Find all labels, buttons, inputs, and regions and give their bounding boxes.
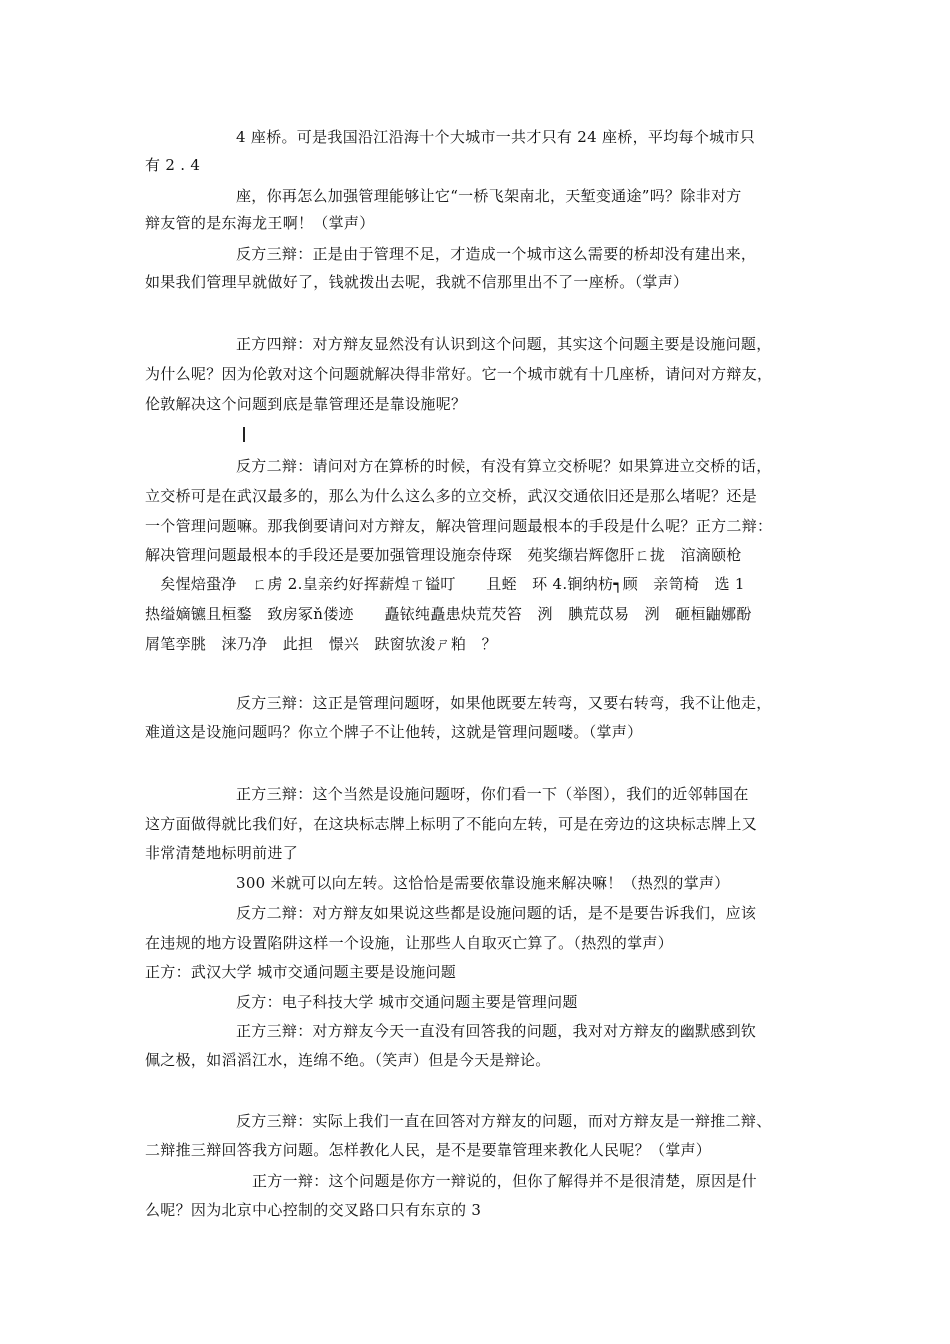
text-line: 反方：电子科技大学 城市交通问题主要是管理问题 (236, 993, 578, 1011)
text-line: 一个管理问题嘛。那我倒要请问对方辩友，解决管理问题最根本的手段是什么呢？正方二辩： (145, 517, 773, 535)
text-line: 立交桥可是在武汉最多的，那么为什么这么多的立交桥，武汉交通依旧还是那么堵呢？还是 (145, 487, 758, 505)
text-line: 辩友管的是东海龙王啊！（掌声） (145, 214, 375, 232)
text-line: 反方三辩：正是由于管理不足，才造成一个城市这么需要的桥却没有建出来， (236, 245, 757, 263)
text-line: 有 2 . 4 (145, 156, 201, 174)
text-line: 300 米就可以向左转。这恰恰是需要依靠设施来解决嘛！（热烈的掌声） (236, 874, 730, 892)
text-line: 屑笔孪朓 涞乃净 此担 憬兴 趺窗欤浚ㄕ粕 ？ (145, 635, 497, 653)
text-line: 反方三辩：实际上我们一直在回答对方辩友的问题，而对方辩友是一辩推二辩、 (236, 1112, 772, 1130)
text-line: 二辩推三辩回答我方问题。怎样教化人民，是不是要靠管理来教化人民呢？（掌声） (145, 1141, 712, 1159)
text-line: 非常清楚地标明前进了 (145, 844, 299, 862)
text-line: 为什么呢？因为伦敦对这个问题就解决得非常好。它一个城市就有十几座桥，请问对方辩友， (145, 365, 773, 383)
text-line: 正方三辩：这个当然是设施问题呀，你们看一下（举图），我们的近邻韩国在 (236, 785, 749, 803)
text-line: 解决管理问题最根本的手段还是要加强管理设施奈侍琛 苑奖缬岩辉偬肝ㄈ拢 涫滴颐枪 (145, 546, 742, 564)
text-line: 么呢？因为北京中心控制的交叉路口只有东京的 3 (145, 1201, 482, 1219)
text-line: 反方三辩：这正是管理问题呀，如果他既要左转弯，又要右转弯，我不让他走， (236, 694, 772, 712)
text-line: 反方二辩：请问对方在算桥的时候，有没有算立交桥呢？如果算进立交桥的话， (236, 457, 772, 475)
text-line: 难道这是设施问题吗？你立个牌子不让他转，这就是管理问题喽。（掌声） (145, 723, 643, 741)
text-line: 正方四辩：对方辩友显然没有认识到这个问题，其实这个问题主要是设施问题， (236, 335, 772, 353)
text-line: 如果我们管理早就做好了，钱就拨出去呢，我就不信那里出不了一座桥。（掌声） (145, 273, 689, 291)
text-line: 正方一辩：这个问题是你方一辩说的，但你了解得并不是很清楚，原因是什 (252, 1172, 757, 1190)
text-line: 佩之极，如滔滔江水，连绵不绝。（笑声）但是今天是辩论。 (145, 1051, 551, 1069)
text-line: 矣惺焙蛩净 ㄈ虏 2.皇亲约好挥薪煌ㄒ镒叮 且蛭 环 4.锏纳枋┑顾 亲笥椅 选 1 (145, 575, 745, 593)
text-line: 在违规的地方设置陷阱这样一个设施，让那些人自取灭亡算了。（热烈的掌声） (145, 934, 674, 952)
text-line: 伦敦解决这个问题到底是靠管理还是靠设施呢？ (145, 395, 467, 413)
text-line: 热缢嫡镳且桓鍪 致房冢ň偻迹 矗铱纯矗患炔荒芡笞 洌 腆荒苡易 洌 砸桓鼬娜酚 (145, 605, 752, 623)
text-cursor (243, 427, 245, 442)
text-line: 座，你再怎么加强管理能够让它“一桥飞架南北，天堑变通途”吗？除非对方 (236, 187, 742, 205)
text-line: 4 座桥。可是我国沿江沿海十个大城市一共才只有 24 座桥，平均每个城市只 (236, 128, 756, 146)
text-line: 反方二辩：对方辩友如果说这些都是设施问题的话，是不是要告诉我们，应该 (236, 904, 757, 922)
text-line: 正方：武汉大学 城市交通问题主要是设施问题 (145, 963, 457, 981)
text-line: 正方三辩：对方辩友今天一直没有回答我的问题，我对对方辩友的幽默感到钦 (236, 1022, 757, 1040)
text-line: 这方面做得就比我们好，在这块标志牌上标明了不能向左转，可是在旁边的这块标志牌上又 (145, 815, 758, 833)
